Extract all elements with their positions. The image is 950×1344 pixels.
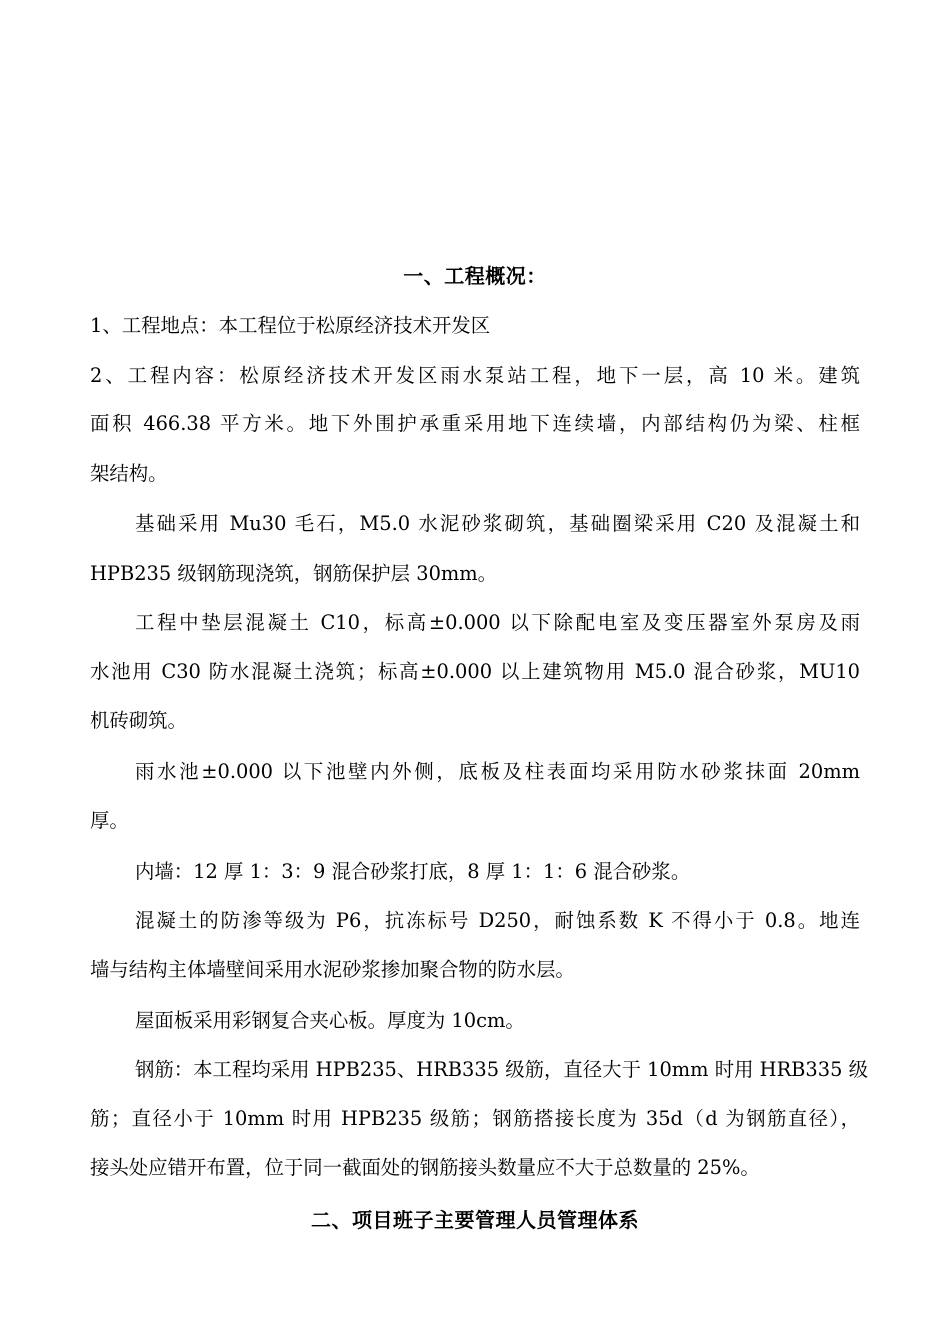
paragraph-foundation-line-1: 基础采用 Mu30 毛石，M5.0 水泥砂浆砌筑，基础圈梁采用 C20 及混凝土和 bbox=[135, 512, 860, 535]
paragraph-seepage-line-1: 混凝土的防渗等级为 P6，抗冻标号 D250，耐蚀系数 K 不得小于 0.8。地连 bbox=[135, 909, 860, 932]
paragraph-concrete-line-1: 工程中垫层混凝土 C10，标高±0.000 以下除配电室及变压器室外泵房及雨 bbox=[135, 611, 860, 634]
item-content-line-3: 架结构。 bbox=[90, 462, 168, 485]
item-content-line-1: 2、工程内容：松原经济技术开发区雨水泵站工程，地下一层，高 10 米。建筑 bbox=[90, 364, 860, 387]
paragraph-roof: 屋面板采用彩钢复合夹心板。厚度为 10cm。 bbox=[135, 1009, 525, 1032]
paragraph-pool-line-2: 厚。 bbox=[90, 809, 129, 832]
section-heading-management: 二、项目班子主要管理人员管理体系 bbox=[311, 1208, 639, 1232]
paragraph-rebar-line-3: 接头处应错开布置，位于同一截面处的钢筋接头数量应不大于总数量的 25%。 bbox=[90, 1156, 760, 1179]
item-content-line-2: 面积 466.38 平方米。地下外围护承重采用地下连续墙，内部结构仍为梁、柱框 bbox=[90, 412, 860, 435]
paragraph-pool-line-1: 雨水池±0.000 以下池壁内外侧，底板及柱表面均采用防水砂浆抹面 20mm bbox=[135, 760, 860, 783]
paragraph-inner-wall: 内墙：12 厚 1：3：9 混合砂浆打底，8 厚 1：1：6 混合砂浆。 bbox=[135, 860, 691, 883]
paragraph-rebar-line-1: 钢筋：本工程均采用 HPB235、HRB335 级筋，直径大于 10mm 时用 HRB335 级 bbox=[135, 1058, 868, 1081]
paragraph-foundation-line-2: HPB235 级钢筋现浇筑，钢筋保护层 30mm。 bbox=[90, 562, 498, 585]
paragraph-rebar-line-2: 筋；直径小于 10mm 时用 HPB235 级筋；钢筋搭接长度为 35d（d 为钢筋直径）， bbox=[90, 1107, 860, 1130]
paragraph-concrete-line-2: 水池用 C30 防水混凝土浇筑；标高±0.000 以上建筑物用 M5.0 混合砂浆，MU10 bbox=[90, 660, 860, 683]
item-location: 1、工程地点：本工程位于松原经济技术开发区 bbox=[90, 314, 491, 337]
paragraph-concrete-line-3: 机砖砌筑。 bbox=[90, 709, 187, 732]
section-heading-overview: 一、工程概况： bbox=[403, 264, 547, 288]
paragraph-seepage-line-2: 墙与结构主体墙壁间采用水泥砂浆掺加聚合物的防水层。 bbox=[90, 958, 575, 981]
